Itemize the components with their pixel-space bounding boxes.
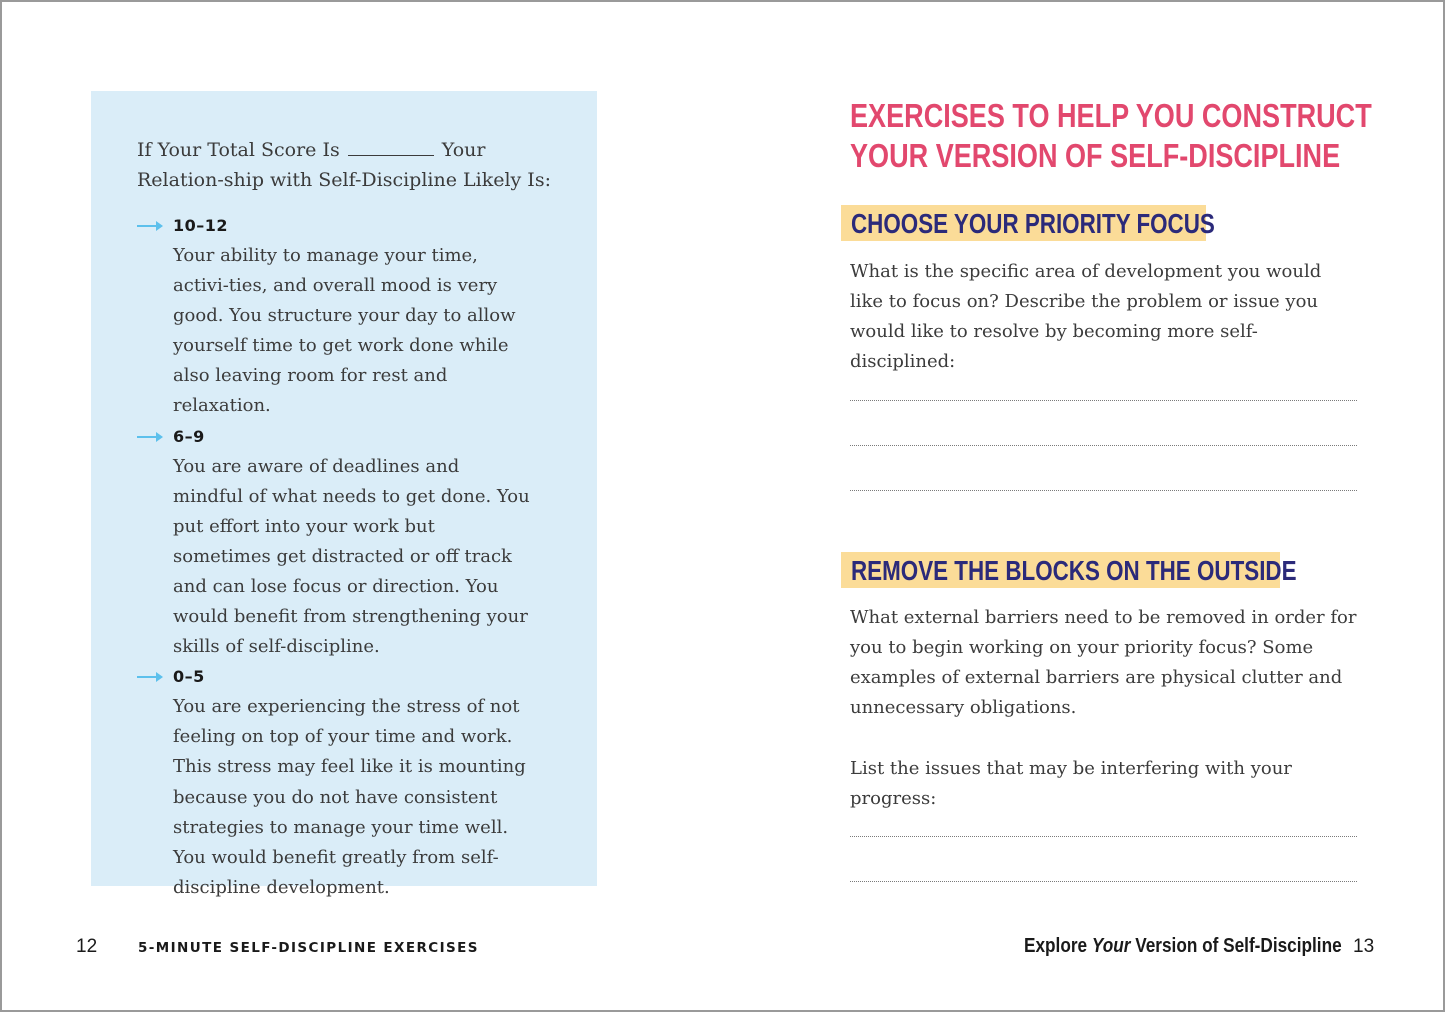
page-title-line-1: EXERCISES TO HELP YOU CONSTRUCT [850, 97, 1372, 134]
range-label: 0–5 [173, 667, 205, 687]
answer-line[interactable] [850, 836, 1357, 837]
score-range-0-5 [137, 662, 537, 903]
arrow-right-icon [137, 436, 161, 438]
page-number-left: 12 [76, 936, 98, 957]
priority-focus-prompt: What is the specific area of development you would like to focus on? Describe the problem or issue you would like to resolve by becoming more self-disciplined: [850, 261, 1322, 372]
range-description: Your ability to manage your time, activi-ties, and overall mood is very good. You structure your day to allow yourself time to get work done while also leaving room for rest and relaxation. [173, 245, 516, 417]
score-ranges [137, 211, 537, 903]
answer-line[interactable] [850, 400, 1357, 401]
range-description: You are experiencing the stress of not feeling on top of your time and work. This stress may feel like it is mounting because you do not have consistent strategies to manage your time well. You would benefit greatly from self-discipline development. [173, 696, 526, 898]
score-intro-end: Your Relation-ship with Self-Discipline Likely Is: [137, 139, 551, 191]
running-head-left: 5-MINUTE SELF-DISCIPLINE EXERCISES [138, 940, 479, 956]
answer-line[interactable] [850, 445, 1357, 446]
section-heading-text: REMOVE THE BLOCKS ON THE OUTSIDE [851, 555, 1297, 586]
score-intro-start: If Your Total Score Is [137, 139, 340, 161]
range-label: 10–12 [173, 216, 229, 235]
page-title-line-2: YOUR VERSION OF SELF-DISCIPLINE [850, 137, 1341, 174]
page-number-right: 13 [1353, 936, 1375, 957]
list-issues-prompt: List the issues that may be interfering with your progress: [850, 758, 1292, 809]
arrow-right-icon [137, 676, 161, 678]
score-interpretation-box [91, 91, 597, 898]
section-heading-priority-focus [841, 205, 1215, 241]
score-range-10-12 [137, 211, 537, 422]
running-head-right: Explore Your Version of Self-Discipline [1024, 935, 1342, 957]
range-label: 6–9 [173, 426, 205, 446]
section-heading-remove-blocks [841, 552, 1297, 588]
section-heading-text: CHOOSE YOUR PRIORITY FOCUS [851, 208, 1215, 239]
score-blank-line [348, 137, 434, 156]
answer-line[interactable] [850, 490, 1357, 491]
remove-blocks-prompt: What external barriers need to be removed in order for you to begin working on your priority focus? Some examples of external barriers are physical clutter and unnecessary obligations. [850, 607, 1357, 718]
score-intro [137, 135, 567, 195]
arrow-right-icon [137, 225, 161, 227]
answer-line[interactable] [850, 881, 1357, 882]
range-description: You are aware of deadlines and mindful of what needs to get done. You put effort into your work but sometimes get distracted or off track and can lose focus or direction. You would benefit from strengthening your skills of self-discipline. [173, 455, 530, 658]
page-title [850, 96, 1372, 176]
score-range-6-9 [137, 422, 537, 663]
